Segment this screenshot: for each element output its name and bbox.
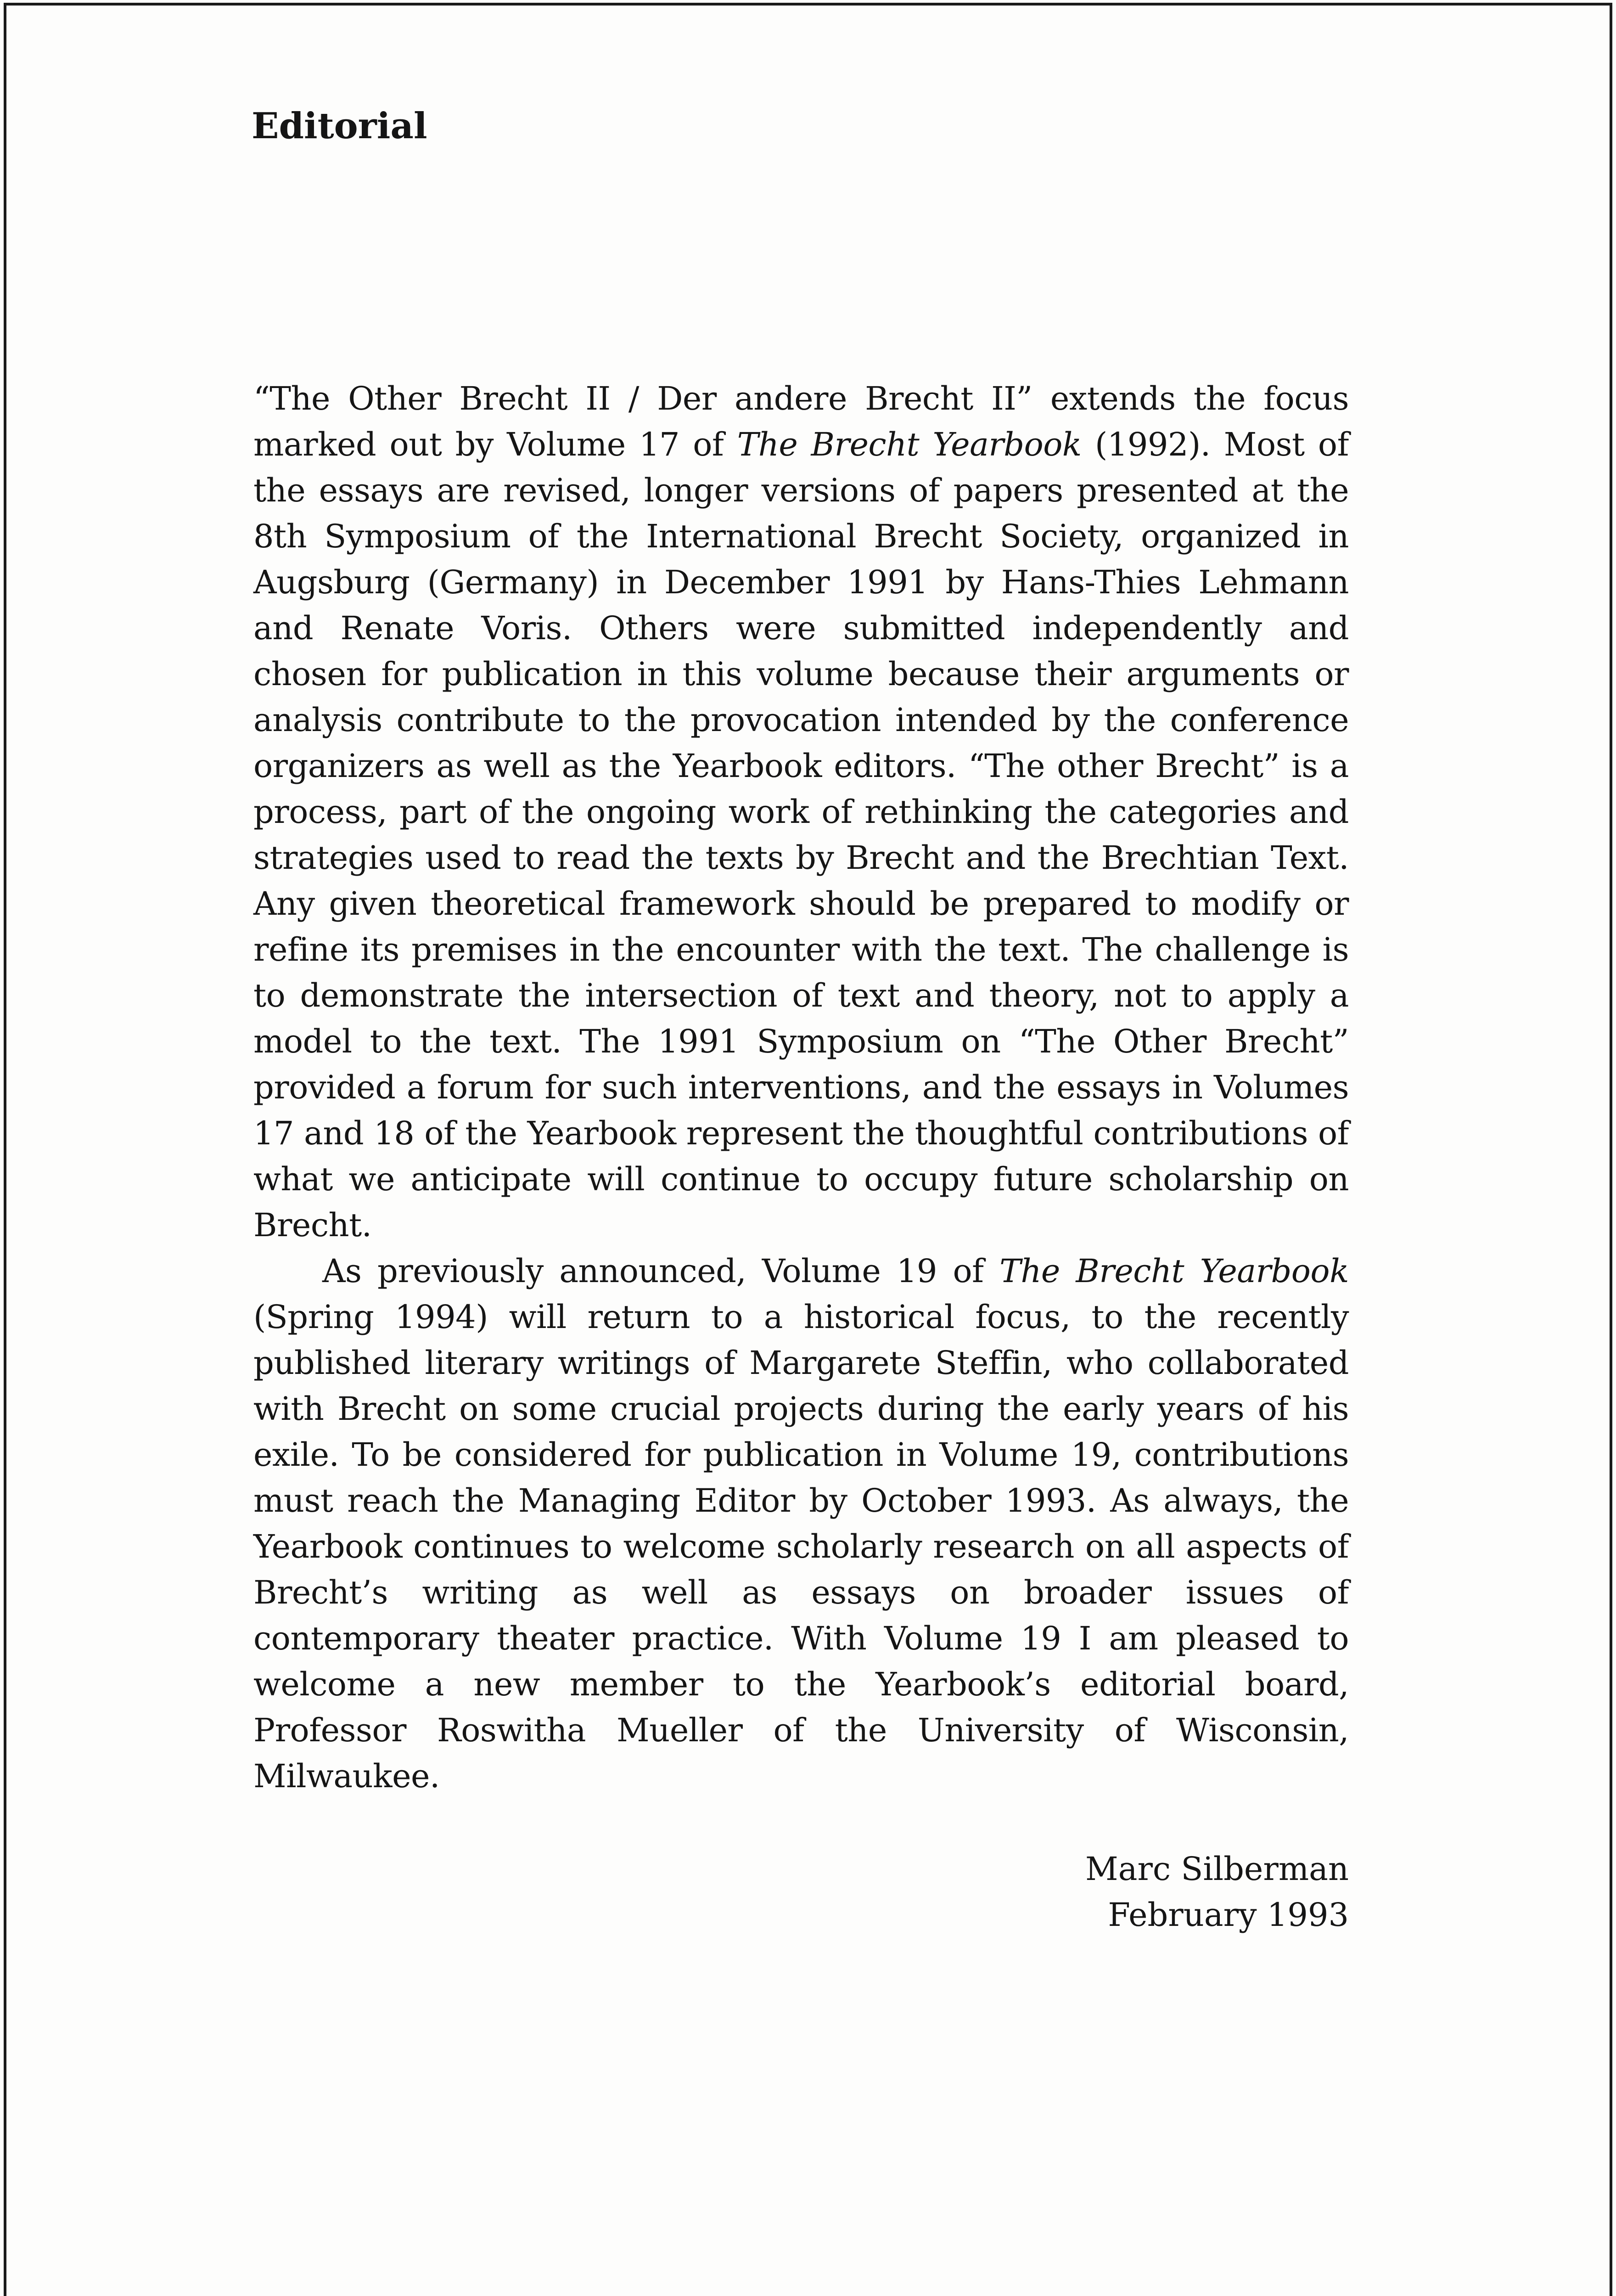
- page-title: Editorial: [252, 105, 427, 147]
- signature-block: [1085, 1846, 1349, 1938]
- signature-date: February 1993: [1108, 1896, 1349, 1934]
- paragraph-2-segment-1: As previously announced, Volume 19 of: [322, 1252, 1000, 1290]
- paragraph-1-segment-3: (1992). Most of the essays are revised, longer versions of papers presented at the 8th Symposium of the International Brecht Society, organized in Augsburg (Germany) in December 1991 by Hans-Thies Lehmann and Renate Voris. Others were submitted independently and chosen for publication in this volume because their arguments or analysis contribute to the provocation intended by the conference organizers as well as the Yearbook editors. “The other Brecht” is a process, part of the ongoing work of rethinking the categories and strategies used to read the texts by Brecht and the Brechtian Text. Any given theoretical framework should be prepared to modify or refine its premises in the encounter with the text. The challenge is to demonstrate the intersection of text and theory, not to apply a model to the text. The 1991 Symposium on “The Other Brecht” provided a forum for such interventions, and the essays in Volumes 17 and 18 of the Yearbook represent the thoughtful contributions of what we anticipate will continue to occupy future scholarship on Brecht.: [253, 426, 1349, 1244]
- paragraph-1-segment-1: “The Other Brecht II / Der andere Brecht II” extends the focus marked out by Volume 17 of: [253, 380, 1349, 463]
- editorial-body: [253, 376, 1349, 1799]
- paragraph-1: [253, 376, 1349, 1248]
- paragraph-1-title-italic: The Brecht Yearbook: [737, 426, 1082, 463]
- paragraph-2-segment-3: (Spring 1994) will return to a historical focus, to the recently published literary writings of Margarete Steffin, who collaborated with Brecht on some crucial projects during the early years of his exile. To be considered for publication in Volume 19, contributions must reach the Managing Editor by October 1993. As always, the Yearbook continues to welcome scholarly research on all aspects of Brecht’s writing as well as essays on broader issues of contemporary theater practice. With Volume 19 I am pleased to welcome a new member to the Yearbook’s editorial board, Professor Roswitha Mueller of the University of Wisconsin, Milwaukee.: [253, 1298, 1349, 1795]
- paragraph-2-title-italic: The Brecht Yearbook: [999, 1252, 1349, 1290]
- paragraph-2: [253, 1248, 1349, 1799]
- author-name: Marc Silberman: [1085, 1850, 1349, 1888]
